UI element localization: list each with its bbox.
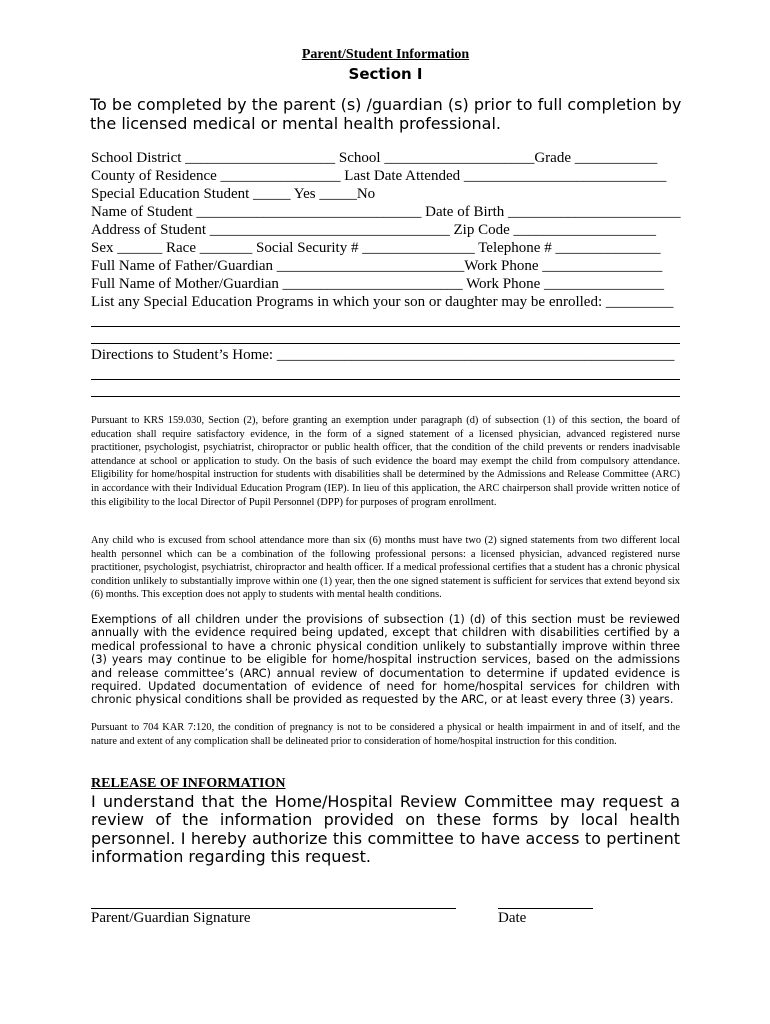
release-text: I understand that the Home/Hospital Review Committee may request a review of the information provided on these forms by local health personnel. I hereby authorize this committee to have access to pertinent information regarding this request. <box>91 792 680 867</box>
student-address-line[interactable]: Address of Student ________________________________ Zip Code ___________________ <box>91 222 656 238</box>
directions-blank-line-2[interactable] <box>91 396 680 397</box>
county-residence-line[interactable]: County of Residence ________________ Last Date Attended ___________________________ <box>91 168 667 184</box>
form-title: Parent/Student Information <box>301 47 470 62</box>
section-heading: Section I <box>348 65 423 83</box>
directions-blank-line-1[interactable] <box>91 379 680 380</box>
krs-paragraph: Pursuant to KRS 159.030, Section (2), before granting an exemption under paragraph (d) of subsection (1) of this section, the board of education shall require satisfactory evidence, in the form of a signed statement of a licensed physician, advanced registered nurse practitioner, psychologist, psychiatrist, chiropractor or public health officer, that the condition of the child prevents or renders inadvisable attendance at school or application to study. On the basis of such evidence the board may exempt the child from compulsory attendance. Eligibility for home/hospital instruction for students with disabilities shall be determined by the Admissions and Release Committee (ARC) in accordance with their Individual Education Program (IEP). In lieu of this application, the ARC chairperson shall provide written notice of this eligibility to the local Director of Pupil Personnel (DPP) for purposes of program enrollment. <box>91 415 680 508</box>
school-district-line[interactable]: School District ____________________ School ____________________Grade ___________ <box>91 150 658 166</box>
directions-line[interactable]: Directions to Student’s Home: _____________________________________________________ <box>91 347 675 363</box>
kar-paragraph: Pursuant to 704 KAR 7:120, the condition of pregnancy is not to be considered a physical or health impairment in and of itself, and the nature and extent of any complication shall be delineated prior to consideration of home/hospital instruction for this condition. <box>91 722 680 747</box>
release-heading: RELEASE OF INFORMATION <box>91 776 286 791</box>
programs-blank-line-1[interactable] <box>91 326 680 327</box>
intro-text: To be completed by the parent (s) /guardian (s) prior to full completion by the licensed medical or mental health professional. <box>90 95 682 133</box>
excused-paragraph: Any child who is excused from school attendance more than six (6) months must have two (2) signed statements from two different local health personnel which can be a combination of the following professional persons: a licensed physician, advanced registered nurse practitioner, psychologist, psychiatrist, chiropractor and health officer. If a medical professional certifies that a student has a chronic physical condition unlikely to substantially improve within one (1) year, then the one signed statement is sufficient for services that extend beyond six (6) months. This exception does not apply to students with mental health conditions. <box>91 535 680 601</box>
father-guardian-line[interactable]: Full Name of Father/Guardian _________________________Work Phone ________________ <box>91 258 663 274</box>
special-programs-line[interactable]: List any Special Education Programs in which your son or daughter may be enrolled: _________ <box>91 294 674 310</box>
signature-label: Parent/Guardian Signature <box>91 910 251 926</box>
signature-line[interactable] <box>91 908 456 909</box>
mother-guardian-line[interactable]: Full Name of Mother/Guardian ________________________ Work Phone ________________ <box>91 276 665 292</box>
date-line[interactable] <box>498 908 593 909</box>
date-label: Date <box>498 910 527 926</box>
sex-race-ssn-line[interactable]: Sex ______ Race _______ Social Security # _______________ Telephone # ______________ <box>91 240 661 256</box>
student-name-line[interactable]: Name of Student ______________________________ Date of Birth _______________________ <box>91 204 681 220</box>
special-education-line[interactable]: Special Education Student _____ Yes _____No <box>91 186 376 202</box>
exemptions-paragraph: Exemptions of all children under the provisions of subsection (1) (d) of this section must be reviewed annually with the evidence required being updated, except that children with disabilities certified by a medical professional to have a chronic physical condition unlikely to substantially improve within three (3) years may continue to be eligible for home/hospital instruction services, based on the admissions and release committee’s (ARC) annual review of documentation to determine if updated evidence is required. Updated documentation of evidence of need for home/hospital services for children with chronic physical conditions shall be provided as requested by the ARC, or at least every three (3) years. <box>91 613 680 707</box>
programs-blank-line-2[interactable] <box>91 343 680 344</box>
